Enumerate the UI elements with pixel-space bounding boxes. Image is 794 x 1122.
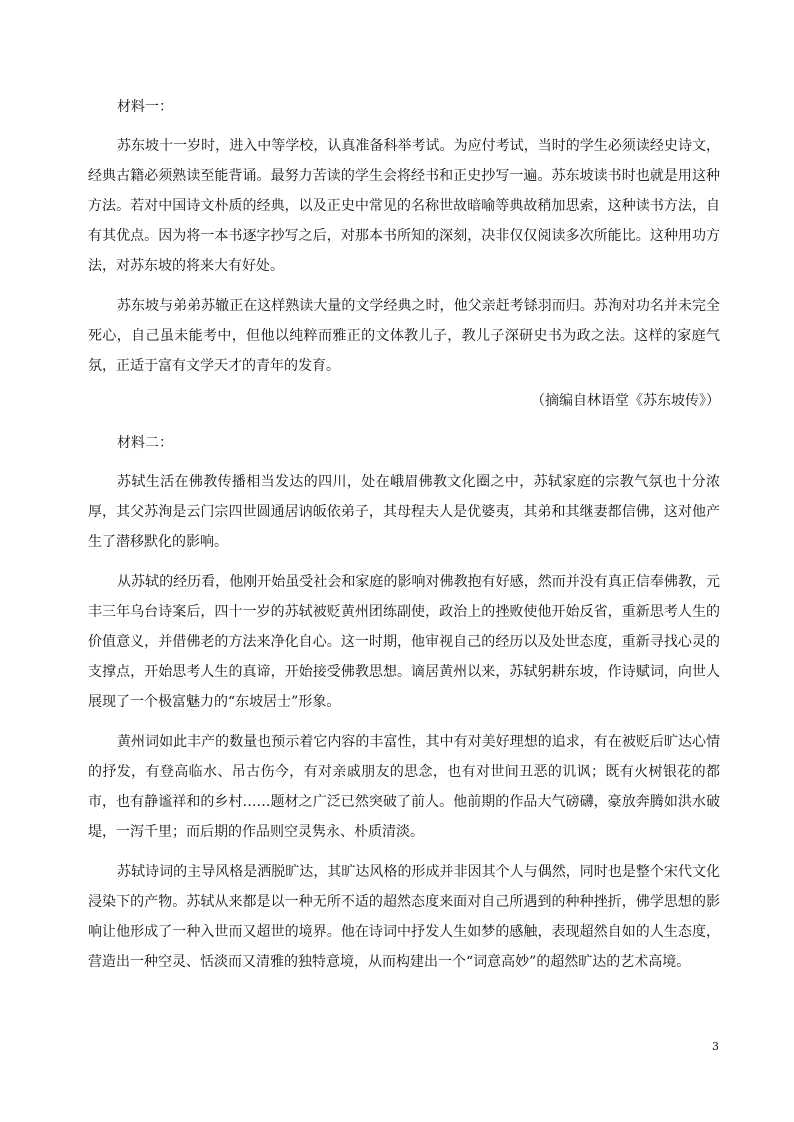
material-2-paragraph-1: 苏轼生活在佛教传播相当发达的四川，处在峨眉佛教文化圈之中，苏轼家庭的宗教气氛也十分浓厚，其父苏洵是云门宗四世圆通居讷皈依弟子，其母程夫人是优婆夷，其弟和其继妻都信佛，这对他产生了潜移默化的影响。 xyxy=(88,474,720,550)
material-2-label: 材料二： xyxy=(117,435,173,451)
material-2-paragraph-2: 从苏轼的经历看，他刚开始虽受社会和家庭的影响对佛教抱有好感，然而并没有真正信奉佛教，元丰三年乌台诗案后，四十一岁的苏轼被贬黄州团练副使，政治上的挫败使他开始反省，重新思考人生的价值意义，并借佛老的方法来净化自心。这一时期，他审视自己的经历以及处世态度，重新寻找心灵的支撑点，开始思考人生的真谛，开始接受佛教思想。谪居黄州以来，苏轼躬耕东坡，作诗赋词，向世人展现了一个极富魅力的“东坡居士”形象。 xyxy=(88,574,720,710)
document-body xyxy=(88,97,720,987)
material-2-paragraph-3: 黄州词如此丰产的数量也预示着它内容的丰富性，其中有对美好理想的追求，有在被贬后旷达心情的抒发，有登高临水、吊古伤今，有对亲戚朋友的思念，也有对世间丑恶的讥讽；既有火树银花的都市，也有静谧祥和的乡村……题材之广泛已然突破了前人。他前期的作品大气磅礴，豪放奔腾如洪水破堤，一泻千里；而后期的作品则空灵隽永、朴质清淡。 xyxy=(88,734,720,840)
material-1-label: 材料一： xyxy=(117,99,173,115)
page-number: 3 xyxy=(712,1040,719,1053)
material-1-source: （摘编自林语堂《苏东坡传》） xyxy=(531,393,720,409)
material-1-paragraph-2: 苏东坡与弟弟苏辙正在这样熟读大量的文学经典之时，他父亲赶考铩羽而归。苏洵对功名并未完全死心，自己虽未能考中，但他以纯粹而雅正的文体教儿子，教儿子深研史书为政之法。这样的家庭气氛，正适于富有文学天才的青年的发育。 xyxy=(88,298,720,374)
material-2-paragraph-4: 苏轼诗词的主导风格是洒脱旷达，其旷达风格的形成并非因其个人与偶然，同时也是整个宋代文化浸染下的产物。苏轼从来都是以一种无所不适的超然态度来面对自己所遇到的种种挫折，佛学思想的影响让他形成了一种入世而又超世的境界。他在诗词中抒发人生如梦的感触，表现超然自如的人生态度，营造出一种空灵、恬淡而又清雅的独特意境，从而构建出一个“词意高妙”的超然旷达的艺术高境。 xyxy=(88,864,720,970)
material-1-paragraph-1: 苏东坡十一岁时，进入中等学校，认真准备科举考试。为应付考试，当时的学生必须读经史诗文，经典古籍必须熟读至能背诵。最努力苦读的学生会将经书和正史抄写一遍。苏东坡读书时也就是用这种方法。若对中国诗文朴质的经典，以及正史中常见的名称世故暗喻等典故稍加思索，这种读书方法，自有其优点。因为将一本书逐字抄写之后，对那本书所知的深刻，决非仅仅阅读多次所能比。这种用功方法，对苏东坡的将来大有好处。 xyxy=(88,138,720,274)
